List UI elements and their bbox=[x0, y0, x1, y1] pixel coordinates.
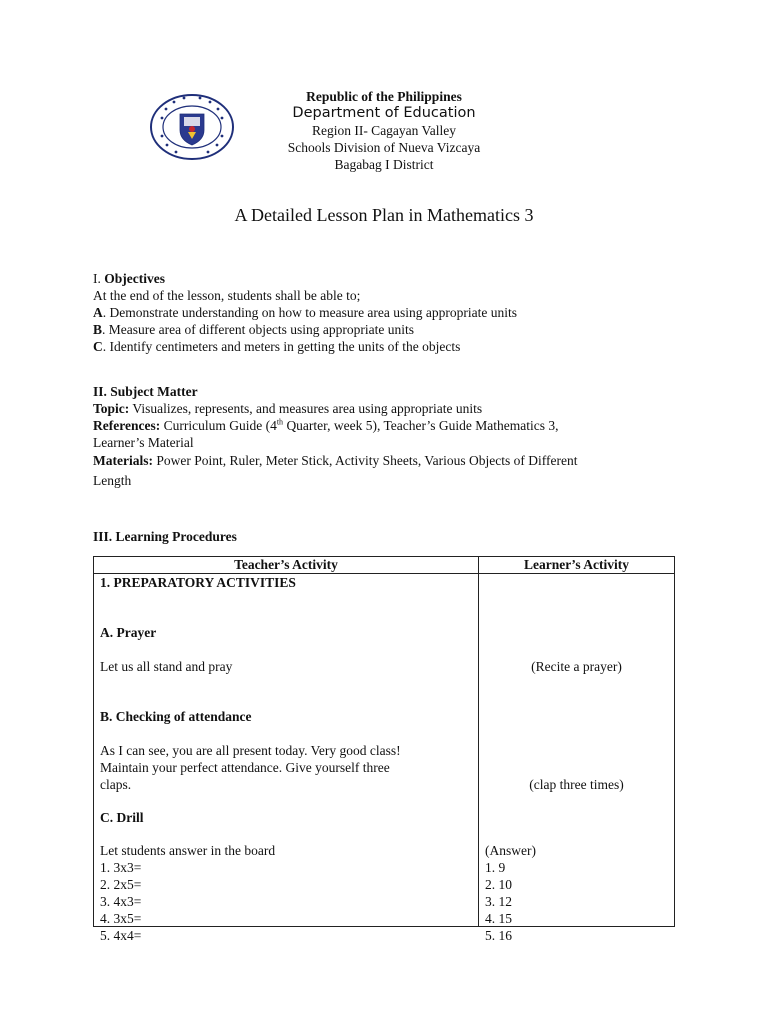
teacher-activity-header: Teacher’s Activity bbox=[94, 557, 479, 574]
activities-table bbox=[93, 556, 675, 943]
objectives-heading: I. Objectives bbox=[93, 271, 165, 286]
objective-item: B. Measure area of different objects using appropriate units bbox=[93, 322, 415, 337]
objective-item: A. Demonstrate understanding on how to measure area using appropriate units bbox=[93, 305, 518, 320]
teacher-activity-cell bbox=[94, 574, 479, 943]
learner-answer: 4. 15 bbox=[485, 911, 512, 926]
learner-activity-header: Learner’s Activity bbox=[479, 557, 675, 574]
department-line: Department of Education bbox=[292, 105, 476, 121]
drill-item: 4. 3x5= bbox=[100, 911, 142, 926]
table-header-row bbox=[94, 557, 675, 574]
division-line: Schools Division of Nueva Vizcaya bbox=[287, 140, 481, 155]
republic-line: Republic of the Philippines bbox=[306, 89, 462, 104]
drill-item: 2. 2x5= bbox=[100, 877, 142, 892]
preparatory-heading: 1. PREPARATORY ACTIVITIES bbox=[100, 575, 296, 590]
attendance-text: Maintain your perfect attendance. Give yourself three bbox=[100, 760, 390, 775]
learner-answer-label: (Answer) bbox=[485, 843, 536, 858]
learner-activity-cell bbox=[479, 574, 675, 943]
topic-line: Topic: Visualizes, represents, and measures area using appropriate units bbox=[93, 401, 483, 416]
learner-answer: 3. 12 bbox=[485, 894, 512, 909]
subject-matter-section bbox=[93, 383, 673, 491]
letterhead bbox=[234, 88, 534, 173]
objectives-section bbox=[93, 270, 673, 355]
drill-intro: Let students answer in the board bbox=[100, 843, 276, 858]
prayer-heading: A. Prayer bbox=[100, 625, 157, 640]
drill-heading: C. Drill bbox=[100, 810, 144, 825]
attendance-heading: B. Checking of attendance bbox=[100, 709, 252, 724]
region-line: Region II- Cagayan Valley bbox=[311, 123, 457, 138]
attendance-text: As I can see, you are all present today. Very good class! bbox=[100, 743, 401, 758]
materials-line-cont: Length bbox=[93, 473, 132, 488]
table-row bbox=[94, 574, 675, 927]
attendance-text: claps. bbox=[100, 777, 132, 792]
drill-item: 1. 3x3= bbox=[100, 860, 142, 875]
prayer-text: Let us all stand and pray bbox=[100, 659, 233, 674]
references-line-cont: Learner’s Material bbox=[93, 435, 194, 450]
objectives-intro: At the end of the lesson, students shall be able to; bbox=[93, 288, 361, 303]
materials-line: Materials: Power Point, Ruler, Meter Stick, Activity Sheets, Various Objects of Different bbox=[93, 453, 578, 468]
drill-item: 3. 4x3= bbox=[100, 894, 142, 909]
subject-matter-heading: II. Subject Matter bbox=[93, 384, 198, 399]
learner-answer: 5. 16 bbox=[485, 928, 512, 943]
deped-seal bbox=[150, 94, 234, 160]
drill-item: 5. 4x4= bbox=[100, 928, 142, 943]
learner-claps: (clap three times) bbox=[529, 777, 624, 792]
objective-item: C. Identify centimeters and meters in getting the units of the objects bbox=[93, 339, 461, 354]
learner-answer: 2. 10 bbox=[485, 877, 512, 892]
district-line: Bagabag I District bbox=[334, 157, 434, 172]
document-title: A Detailed Lesson Plan in Mathematics 3 bbox=[234, 205, 534, 225]
learning-procedures-heading: III. Learning Procedures bbox=[93, 529, 237, 544]
learner-prayer: (Recite a prayer) bbox=[531, 659, 622, 674]
references-line: References: Curriculum Guide (4th Quarter, week 5), Teacher’s Guide Mathematics 3, bbox=[93, 417, 559, 433]
learner-answer: 1. 9 bbox=[485, 860, 506, 875]
